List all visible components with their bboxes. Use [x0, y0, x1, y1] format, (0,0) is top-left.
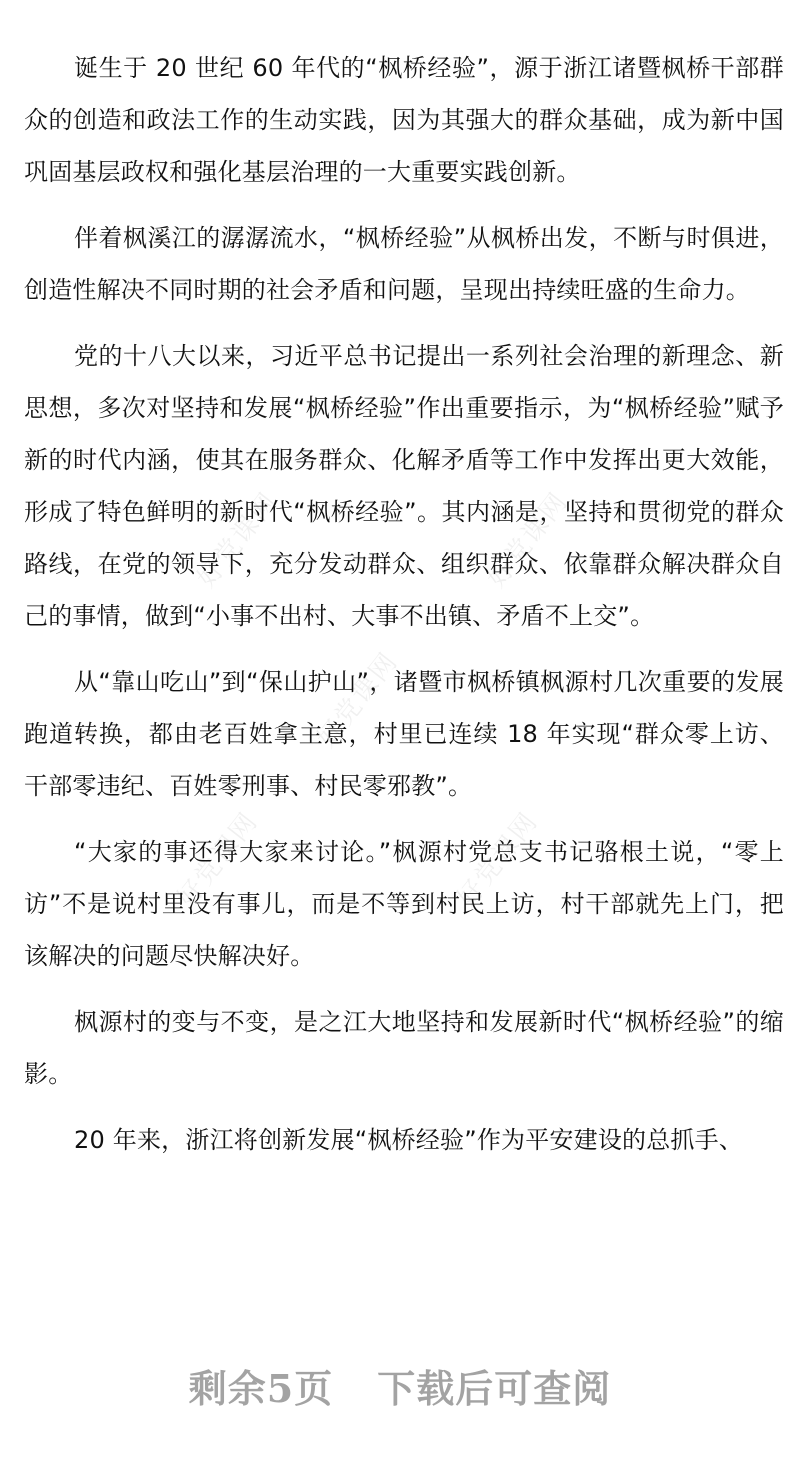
paragraph-1: 诞生于 20 世纪 60 年代的“枫桥经验”，源于浙江诸暨枫桥干部群众的创造和政法工作的生动实践，因为其强大的群众基础，成为新中国巩固基层政权和强化基层治理的一大重要实践创新。: [24, 54, 784, 186]
remaining-pages-label: 剩余5页: [188, 1366, 334, 1411]
watermark: 好党课网: [451, 806, 545, 914]
paragraph-3: 党的十八大以来，习近平总书记提出一系列社会治理的新理念、新思想，多次对坚持和发展“枫桥经验”作出重要指示，为“枫桥经验”赋予新的时代内涵，使其在服务群众、化解矛盾等工作中发挥出更大效能，形成了特色鲜明的新时代“枫桥经验”。其内涵是，坚持和贯彻党的群众路线，在党的领导下，充分发动群众、组织群众、依靠群众解决群众自己的事情，做到“小事不出村、大事不出镇、矛盾不上交”。: [24, 342, 784, 630]
document-page: [24, 42, 784, 1180]
paragraph-6: 枫源村的变与不变，是之江大地坚持和发展新时代“枫桥经验”的缩影。: [24, 1008, 784, 1088]
paragraph-7: 20 年来，浙江将创新发展“枫桥经验”作为平安建设的总抓手、: [74, 1126, 744, 1154]
paragraph-5: “大家的事还得大家来讨论。”枫源村党总支书记骆根土说，“零上访”不是说村里没有事儿，而是不等到村民上访，村干部就先上门，把该解决的问题尽快解决好。: [24, 838, 784, 970]
download-prompt-banner[interactable]: [0, 1358, 800, 1413]
watermark: 好党课网: [191, 486, 285, 594]
watermark: 好党课网: [481, 486, 575, 594]
watermark: 好党课网: [311, 646, 405, 754]
paragraph-2: 伴着枫溪江的潺潺流水，“枫桥经验”从枫桥出发，不断与时俱进，创造性解决不同时期的社会矛盾和问题，呈现出持续旺盛的生命力。: [24, 224, 784, 304]
paragraph-4: 从“靠山吃山”到“保山护山”，诸暨市枫桥镇枫源村几次重要的发展跑道转换，都由老百姓拿主意，村里已连续 18 年实现“群众零上访、干部零违纪、百姓零刑事、村民零邪教”。: [24, 668, 784, 800]
watermark: 好党课网: [171, 806, 265, 914]
download-to-view-label: 下载后可查阅: [377, 1366, 612, 1411]
